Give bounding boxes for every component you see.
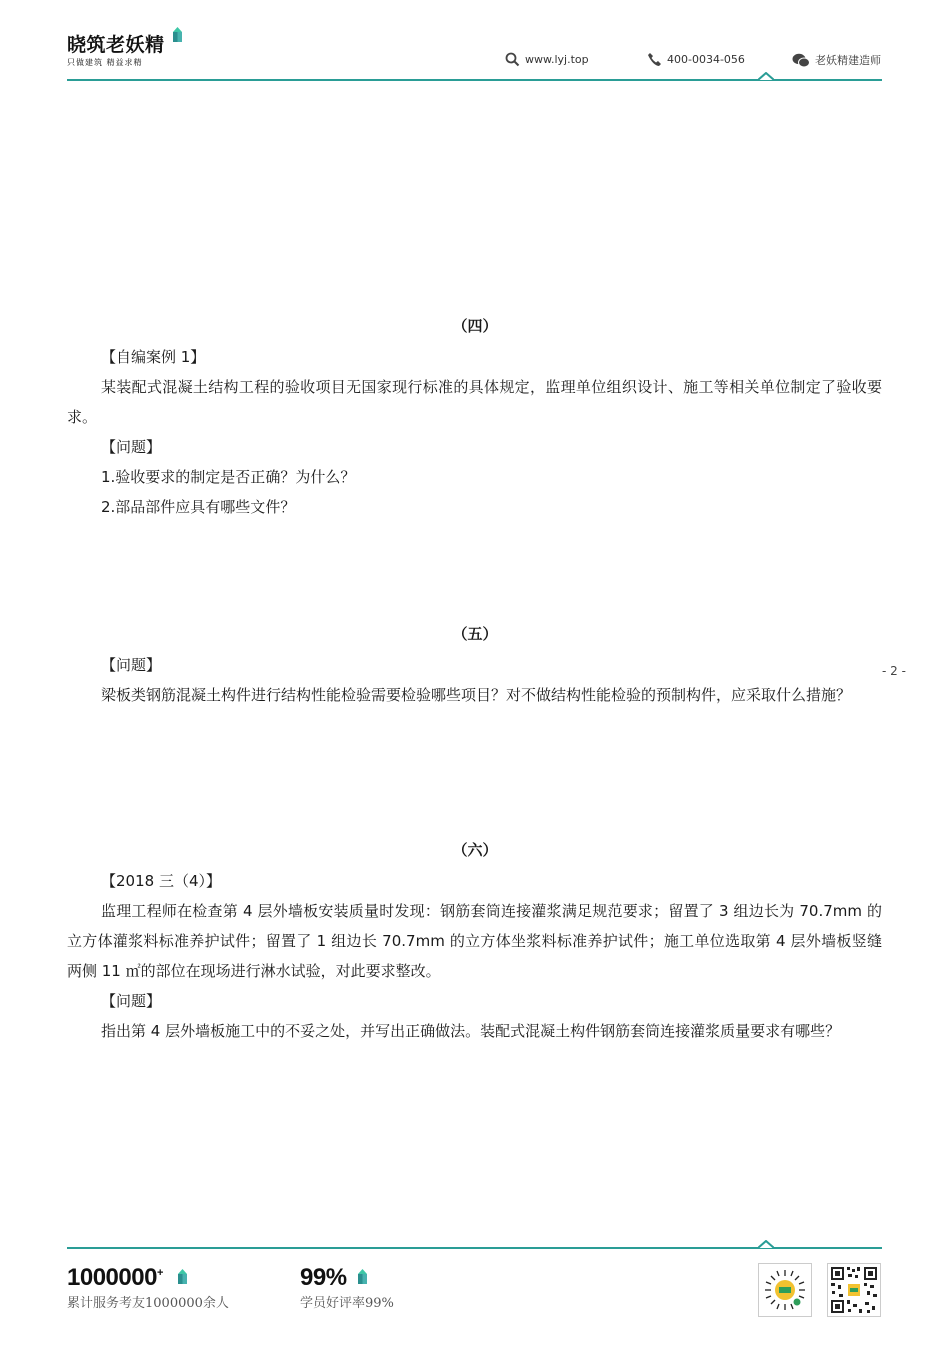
stat-served [67,1264,229,1311]
qr-code-icon [828,1264,880,1316]
question-item: 2.部品部件应具有哪些文件？ [101,498,296,516]
brand-logo: 晓筑老妖精 [67,34,165,56]
website-info [505,52,589,67]
brand-slogan: 只做建筑 精益求精 [67,58,143,67]
wechat-info [792,52,881,68]
wechat-text: 老妖精建造师 [815,54,881,67]
footer-notch [758,1240,774,1248]
miniprogram-code-icon [759,1264,811,1316]
question-tag: 【问题】 [101,992,162,1010]
stat-rating-value: 99% [300,1264,347,1291]
header-notch [758,72,774,80]
miniprogram-code[interactable] [758,1263,812,1317]
stat-served-value: 1000000 [67,1264,157,1291]
question-item: 1.验收要求的制定是否正确？为什么？ [101,468,356,486]
stat-served-plus: + [156,1267,163,1279]
gem-icon [358,1269,367,1284]
qr-code[interactable] [827,1263,881,1317]
section-heading: （四） [452,317,498,335]
phone-text: 400-0034-056 [667,53,745,66]
case-body: 监理工程师在检查第 4 层外墙板安装质量时发现：钢筋套筒连接灌浆满足规范要求；留置了 3 组边长为 70.7mm 的立方体灌浆料标准养护试件；留置了 1 组边长 70.7mm 的立方体坐浆料标准养护试件；施工单位选取第 4 层外墙板竖缝两侧 11 ㎡的部位在现场进行淋水试验，对此要求整改。 [67,902,882,980]
website-text: www.lyj.top [525,53,589,66]
stat-rating-label: 学员好评率99% [300,1296,394,1311]
case-tag: 【2018 三（4）】 [101,872,221,890]
phone-info [647,52,745,67]
page-number: - 2 - [882,664,906,678]
stat-rating [300,1264,394,1311]
question-tag: 【问题】 [101,656,162,674]
wechat-icon [792,53,810,68]
section-heading: （五） [452,625,498,643]
section-heading: （六） [452,841,498,859]
stat-served-label: 累计服务考友1000000余人 [67,1296,229,1311]
case-tag: 【自编案例 1】 [101,348,206,366]
question-body: 指出第 4 层外墙板施工中的不妥之处，并写出正确做法。装配式混凝土构件钢筋套筒连接灌浆质量要求有哪些？ [101,1022,841,1040]
gem-icon [173,27,182,42]
case-body: 某装配式混凝土结构工程的验收项目无国家现行标准的具体规定，监理单位组织设计、施工等相关单位制定了验收要求。 [67,378,882,426]
gem-icon [178,1269,187,1284]
search-icon [505,52,520,67]
question-tag: 【问题】 [101,438,162,456]
question-body: 梁板类钢筋混凝土构件进行结构性能检验需要检验哪些项目？对不做结构性能检验的预制构件，应采取什么措施？ [101,686,852,704]
phone-icon [647,52,662,67]
